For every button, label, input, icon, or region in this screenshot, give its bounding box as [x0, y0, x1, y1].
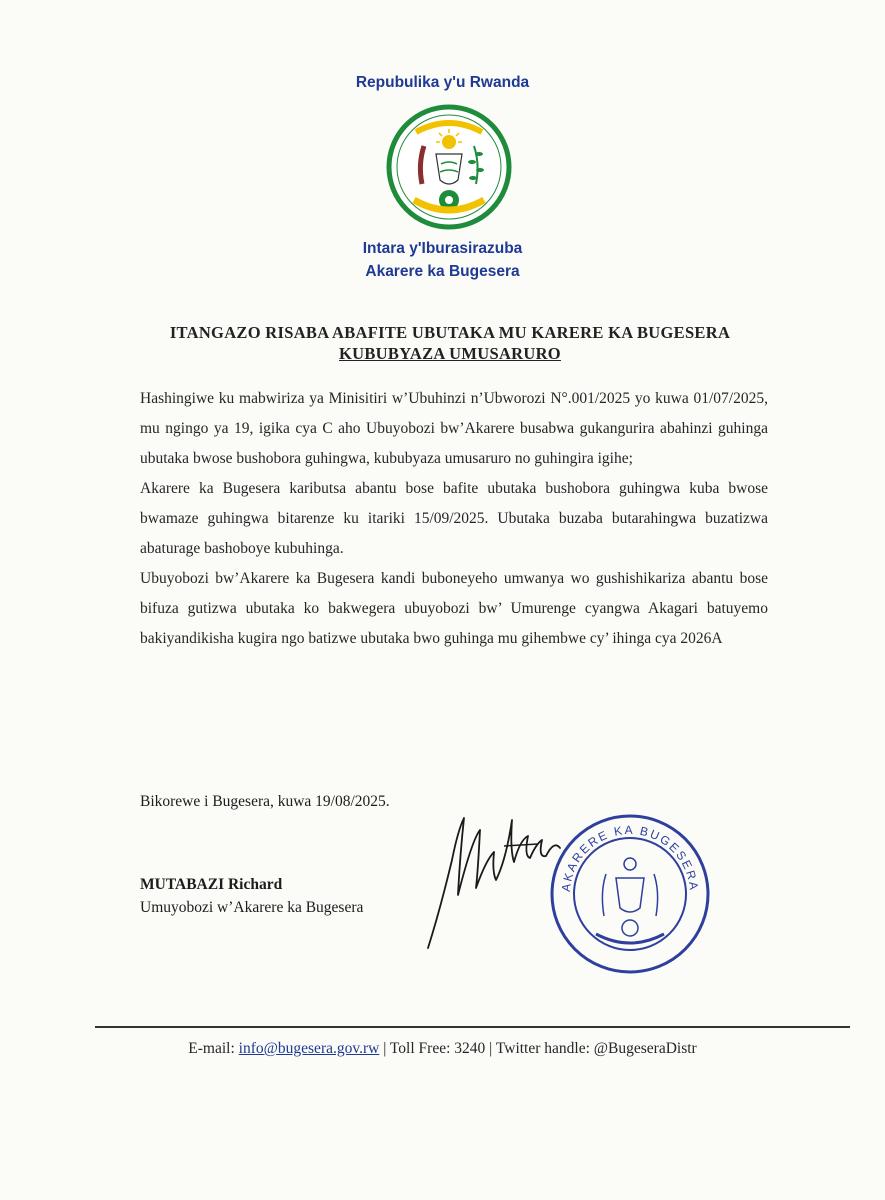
footer-toll-free: | Toll Free: 3240 |	[383, 1040, 493, 1057]
body-paragraph-3: Ubuyobozi bw’Akarere ka Bugesera kandi buboneyeho umwanya wo gushishikariza abantu bose bifuza gutizwa ubutaka ko bakwegera ubuyobozi bw’ Umurenge cyangwa Akagari batuyemo bakiyandikisha kugira ngo batizwe ubutaka bwo guhinga mu gihembwe cy’ ihinga cya 2026A	[140, 570, 768, 647]
announcement-title-line2: KUBUBYAZA UMUSARURO	[339, 344, 561, 363]
official-stamp-icon	[548, 812, 713, 977]
body-paragraph-1: Hashingiwe ku mabwiriza ya Minisitiri w’Ubuhinzi n’Ubworozi N°.001/2025 yo kuwa 01/07/2025, mu ngingo ya 19, igika cya C aho Ubuyobozi bw’Akarere busabwa gukangurira abahinzi guhinga ubutaka bwose bushobora guhingwa, kububyaza umusaruro no guhingira igihe;	[140, 390, 768, 467]
footer-contact	[0, 1040, 885, 1058]
footer-email-label: E-mail:	[188, 1040, 235, 1057]
stamp-text: AKARERE KA BUGESERA	[558, 822, 702, 893]
place-date: Bikorewe i Bugesera, kuwa 19/08/2025.	[140, 793, 390, 810]
footer-divider	[95, 1026, 850, 1028]
national-emblem-icon	[384, 102, 514, 232]
signer-name: MUTABAZI Richard	[140, 876, 283, 893]
header-province: Intara y'Iburasirazuba	[362, 240, 523, 257]
footer-email-link[interactable]: info@bugesera.gov.rw	[238, 1040, 380, 1057]
footer-twitter: Twitter handle: @BugeseraDistr	[495, 1040, 697, 1057]
header-country: Repubulika y'u Rwanda	[355, 74, 530, 91]
signer-title: Umuyobozi w’Akarere ka Bugesera	[140, 899, 364, 916]
header-district: Akarere ka Bugesera	[365, 263, 520, 280]
announcement-title-line1: ITANGAZO RISABA ABAFITE UBUTAKA MU KARERE KA BUGESERA	[169, 323, 731, 342]
body-paragraph-2: Akarere ka Bugesera kaributsa abantu bose bafite ubutaka bushobora guhingwa kuba bwose bwamaze guhingwa bitarenze ku itariki 15/09/2025. Ubutaka buzaba butarahingwa buzatizwa abaturage bashoboye kubuhinga.	[140, 480, 768, 557]
announcement-body	[140, 384, 768, 654]
